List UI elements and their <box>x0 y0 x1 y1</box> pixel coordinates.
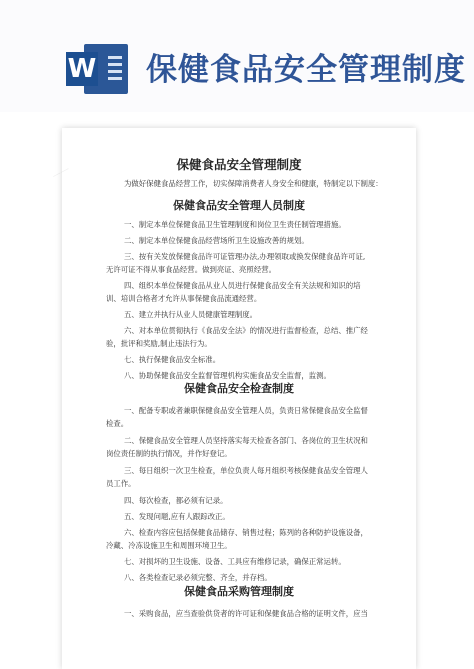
word-letter: W <box>67 54 97 84</box>
section-line: 二、保健食品安全管理人员坚持落实每天检查各部门、各岗位的卫生状况和 <box>124 436 368 445</box>
section-line: 六、检查内容应包括保健食品储存、销售过程；陈列的各种防护设施设备， <box>124 528 368 537</box>
section-line: 训、培训合格者才允许从事保健食品流通经营。 <box>106 294 262 303</box>
section-heading: 保健食品安全检查制度 <box>184 382 294 395</box>
section-line: 验，批评和奖励,制止违法行为。 <box>106 339 212 348</box>
section-line: 岗位责任制的执行情况，并作好登记。 <box>106 449 232 458</box>
section-line: 七、执行保健食品安全标准。 <box>124 355 221 364</box>
document-page <box>50 128 416 669</box>
section-line: 检查。 <box>106 419 129 428</box>
section-line: 八、各类检查记录必须完整、齐全，并存档。 <box>124 573 272 582</box>
section-line: 四、组织本单位保健食品从业人员进行保健食品安全有关法规和知识的培 <box>124 281 361 290</box>
section-line: 四、每次检查，都必须有记录。 <box>124 496 228 505</box>
section-line: 八、协助保健食品安全监督管理机构实施食品安全监督，监测。 <box>124 371 331 380</box>
banner-title: 保健食品安全管理制度 <box>146 52 466 88</box>
word-document-icon <box>66 42 132 96</box>
section-line: 五、发现问题,应有人跟踪改正。 <box>124 512 230 521</box>
section-line: 冷藏、冷冻设施卫生和周围环境卫生。 <box>106 541 232 550</box>
section-line: 一、制定本单位保健食品卫生管理制度和岗位卫生责任制管理措施。 <box>124 220 346 229</box>
section-heading: 保健食品安全管理人员制度 <box>173 199 305 212</box>
section-line: 三、按有关发放保健食品许可证管理办法,办理领取或换发保健食品许可证, <box>124 252 366 261</box>
section-line: 无许可证不得从事食品经营。做到亮证、亮照经营。 <box>106 265 276 274</box>
section-line: 一、配备专职或者兼职保健食品安全管理人员，负责日常保健食品安全监督 <box>124 406 368 415</box>
section-line: 员工作。 <box>106 479 136 488</box>
section-line: 一、采购食品，应当查验供货者的许可证和保健食品合格的证明文件，应当 <box>124 609 368 618</box>
document-title: 保健食品安全管理制度 <box>176 157 302 172</box>
section-line: 五、建立并执行从业人员健康管理制度。 <box>124 310 258 319</box>
section-line: 七、对损坏的卫生设施、设备、工具应有维修记录，确保正常运转。 <box>124 557 346 566</box>
section-line: 三、每日组织一次卫生检查，单位负责人每月组织考核保健食品安全管理人 <box>124 466 368 475</box>
section-heading: 保健食品采购管理制度 <box>184 585 294 598</box>
intro-paragraph: 为做好保健食品经营工作，切实保障消费者人身安全和健康，特制定以下制度： <box>124 179 383 188</box>
section-line: 六、对本单位贯彻执行《食品安全法》的情况进行监督检查，总结、推广经 <box>124 326 368 335</box>
banner <box>0 0 474 112</box>
watermark: —— <box>50 164 72 182</box>
section-line: 二、制定本单位保健食品经营场所卫生设施改善的规划。 <box>124 236 309 245</box>
